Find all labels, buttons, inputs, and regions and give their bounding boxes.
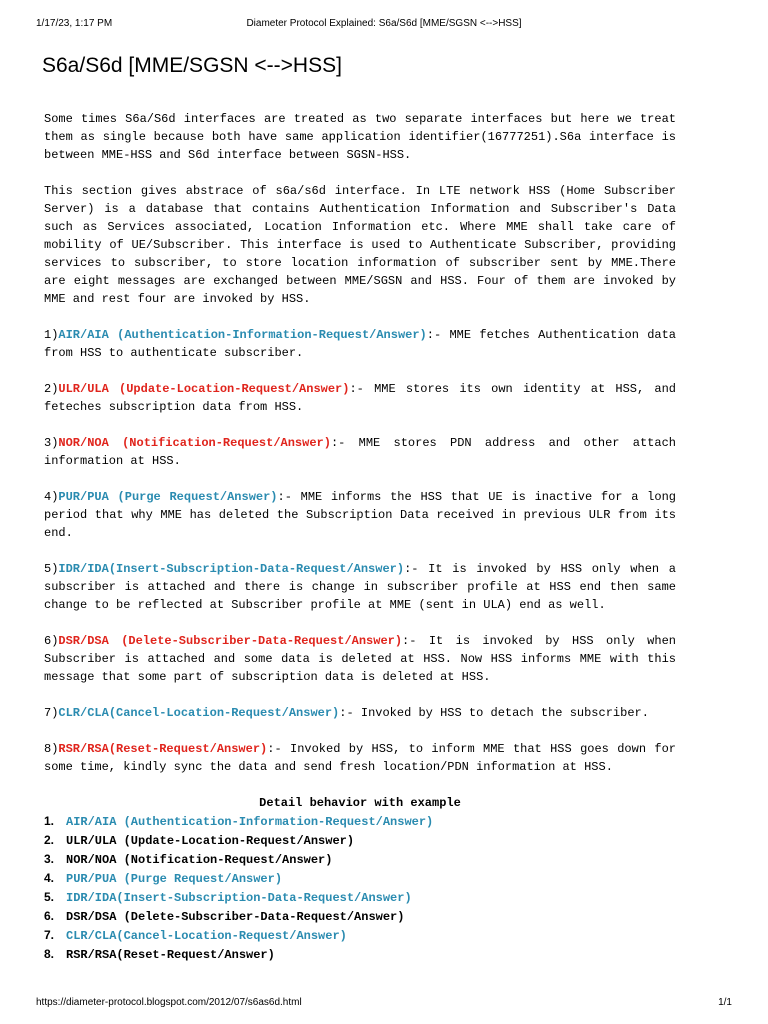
detail-link[interactable]: IDR/IDA(Insert-Subscription-Data-Request/Answer) <box>66 891 412 905</box>
page-url: https://diameter-protocol.blogspot.com/2012/07/s6as6d.html <box>36 997 302 1008</box>
message-link-rsr[interactable]: RSR/RSA(Reset-Request/Answer) <box>58 742 268 756</box>
list-number: 8. <box>44 947 55 961</box>
article-body <box>44 110 676 964</box>
list-number: 6. <box>44 909 55 923</box>
message-item-idr <box>44 560 676 614</box>
message-item-nor <box>44 434 676 470</box>
message-description: :- MME informs the HSS that UE is inactive for a long period that why MME has deleted the Subscription Data received in previous ULR from its end. <box>44 490 676 540</box>
message-description: :- Invoked by HSS to detach the subscriber. <box>339 706 649 720</box>
message-item-rsr <box>44 740 676 776</box>
message-link-nor[interactable]: NOR/NOA (Notification-Request/Answer) <box>58 436 331 450</box>
message-description: :- MME fetches Authentication data from HSS to authenticate subscriber. <box>44 328 676 360</box>
message-link-air[interactable]: AIR/AIA (Authentication-Information-Request/Answer) <box>58 328 427 342</box>
message-number: 8) <box>44 742 59 756</box>
message-item-ulr <box>44 380 676 416</box>
print-page-title: Diameter Protocol Explained: S6a/S6d [MME/SGSN <-->HSS] <box>246 18 522 29</box>
detail-list-item[interactable] <box>44 831 676 850</box>
message-description: :- MME stores its own identity at HSS, and feteches subscription data from HSS. <box>44 382 677 414</box>
message-item-clr <box>44 704 676 722</box>
list-number: 5. <box>44 890 55 904</box>
list-number: 2. <box>44 833 55 847</box>
detail-link[interactable]: RSR/RSA(Reset-Request/Answer) <box>66 948 275 962</box>
detail-list <box>44 812 676 964</box>
message-number: 4) <box>44 490 59 504</box>
message-link-ulr[interactable]: ULR/ULA (Update-Location-Request/Answer) <box>58 382 350 396</box>
message-description: :- MME stores PDN address and other attach information at HSS. <box>44 436 676 468</box>
detail-link[interactable]: NOR/NOA (Notification-Request/Answer) <box>66 853 333 867</box>
intro-paragraph: Some times S6a/S6d interfaces are treated as two separate interfaces but here we treat them as single because both have same application identifier(16777251).S6a interface is between MME-HSS and S6d interface between SGSN-HSS. <box>44 112 676 162</box>
detail-link[interactable]: PUR/PUA (Purge Request/Answer) <box>66 872 283 886</box>
page-title: S6a/S6d [MME/SGSN <-->HSS] <box>42 54 342 77</box>
intro-paragraph: This section gives abstrace of s6a/s6d interface. In LTE network HSS (Home Subscriber Server) is a database that contains Authentication Information and Subscriber's Data such as Services associated, Location Information etc. Where MME shall take care of mobility of UE/Subscriber. This interface is used to Authenticate Subscriber, providing services to subscriber, to store location information of subscriber sent by MME.There are eight messages are exchanged between MME/SGSN and HSS. Four of them are invoked by MME and rest four are invoked by HSS. <box>44 184 676 306</box>
message-item-air <box>44 326 676 362</box>
message-number: 1) <box>44 328 59 342</box>
detail-link[interactable]: CLR/CLA(Cancel-Location-Request/Answer) <box>66 929 347 943</box>
list-number: 4. <box>44 871 55 885</box>
message-link-pur[interactable]: PUR/PUA (Purge Request/Answer) <box>58 490 278 504</box>
message-item-pur <box>44 488 676 542</box>
message-description: :- Invoked by HSS, to inform MME that HSS goes down for some time, kindly sync the data and send fresh location/PDN information at HSS. <box>44 742 676 774</box>
detail-section-title: Detail behavior with example <box>259 796 461 810</box>
message-number: 6) <box>44 634 59 648</box>
detail-list-item[interactable] <box>44 812 676 831</box>
detail-list-item[interactable] <box>44 850 676 869</box>
message-link-idr[interactable]: IDR/IDA(Insert-Subscription-Data-Request/Answer) <box>58 562 405 576</box>
detail-list-item[interactable] <box>44 869 676 888</box>
detail-list-item[interactable] <box>44 907 676 926</box>
message-number: 5) <box>44 562 59 576</box>
message-item-dsr <box>44 632 676 686</box>
list-number: 7. <box>44 928 55 942</box>
detail-list-item[interactable] <box>44 926 676 945</box>
detail-list-item[interactable] <box>44 945 676 964</box>
message-number: 2) <box>44 382 59 396</box>
print-datetime: 1/17/23, 1:17 PM <box>36 18 113 29</box>
detail-list-item[interactable] <box>44 888 676 907</box>
message-description: :- It is invoked by HSS only when Subscriber is attached and some data is deleted at HSS. Now HSS informs MME with this message that some part of subscription data is deleted at HSS. <box>44 634 676 684</box>
page-number: 1/1 <box>718 997 732 1008</box>
list-number: 1. <box>44 814 55 828</box>
message-link-dsr[interactable]: DSR/DSA (Delete-Subscriber-Data-Request/Answer) <box>58 634 403 648</box>
detail-link[interactable]: DSR/DSA (Delete-Subscriber-Data-Request/Answer) <box>66 910 405 924</box>
detail-link[interactable]: ULR/ULA (Update-Location-Request/Answer) <box>66 834 355 848</box>
message-number: 3) <box>44 436 59 450</box>
list-number: 3. <box>44 852 55 866</box>
detail-link[interactable]: AIR/AIA (Authentication-Information-Request/Answer) <box>66 815 434 829</box>
message-description: :- It is invoked by HSS only when a subscriber is attached and there is change in subscriber profile at HSS end then same change to be reflected at Subscriber profile at MME (sent in ULA) end as well. <box>44 562 676 612</box>
message-link-clr[interactable]: CLR/CLA(Cancel-Location-Request/Answer) <box>58 706 340 720</box>
message-number: 7) <box>44 706 59 720</box>
